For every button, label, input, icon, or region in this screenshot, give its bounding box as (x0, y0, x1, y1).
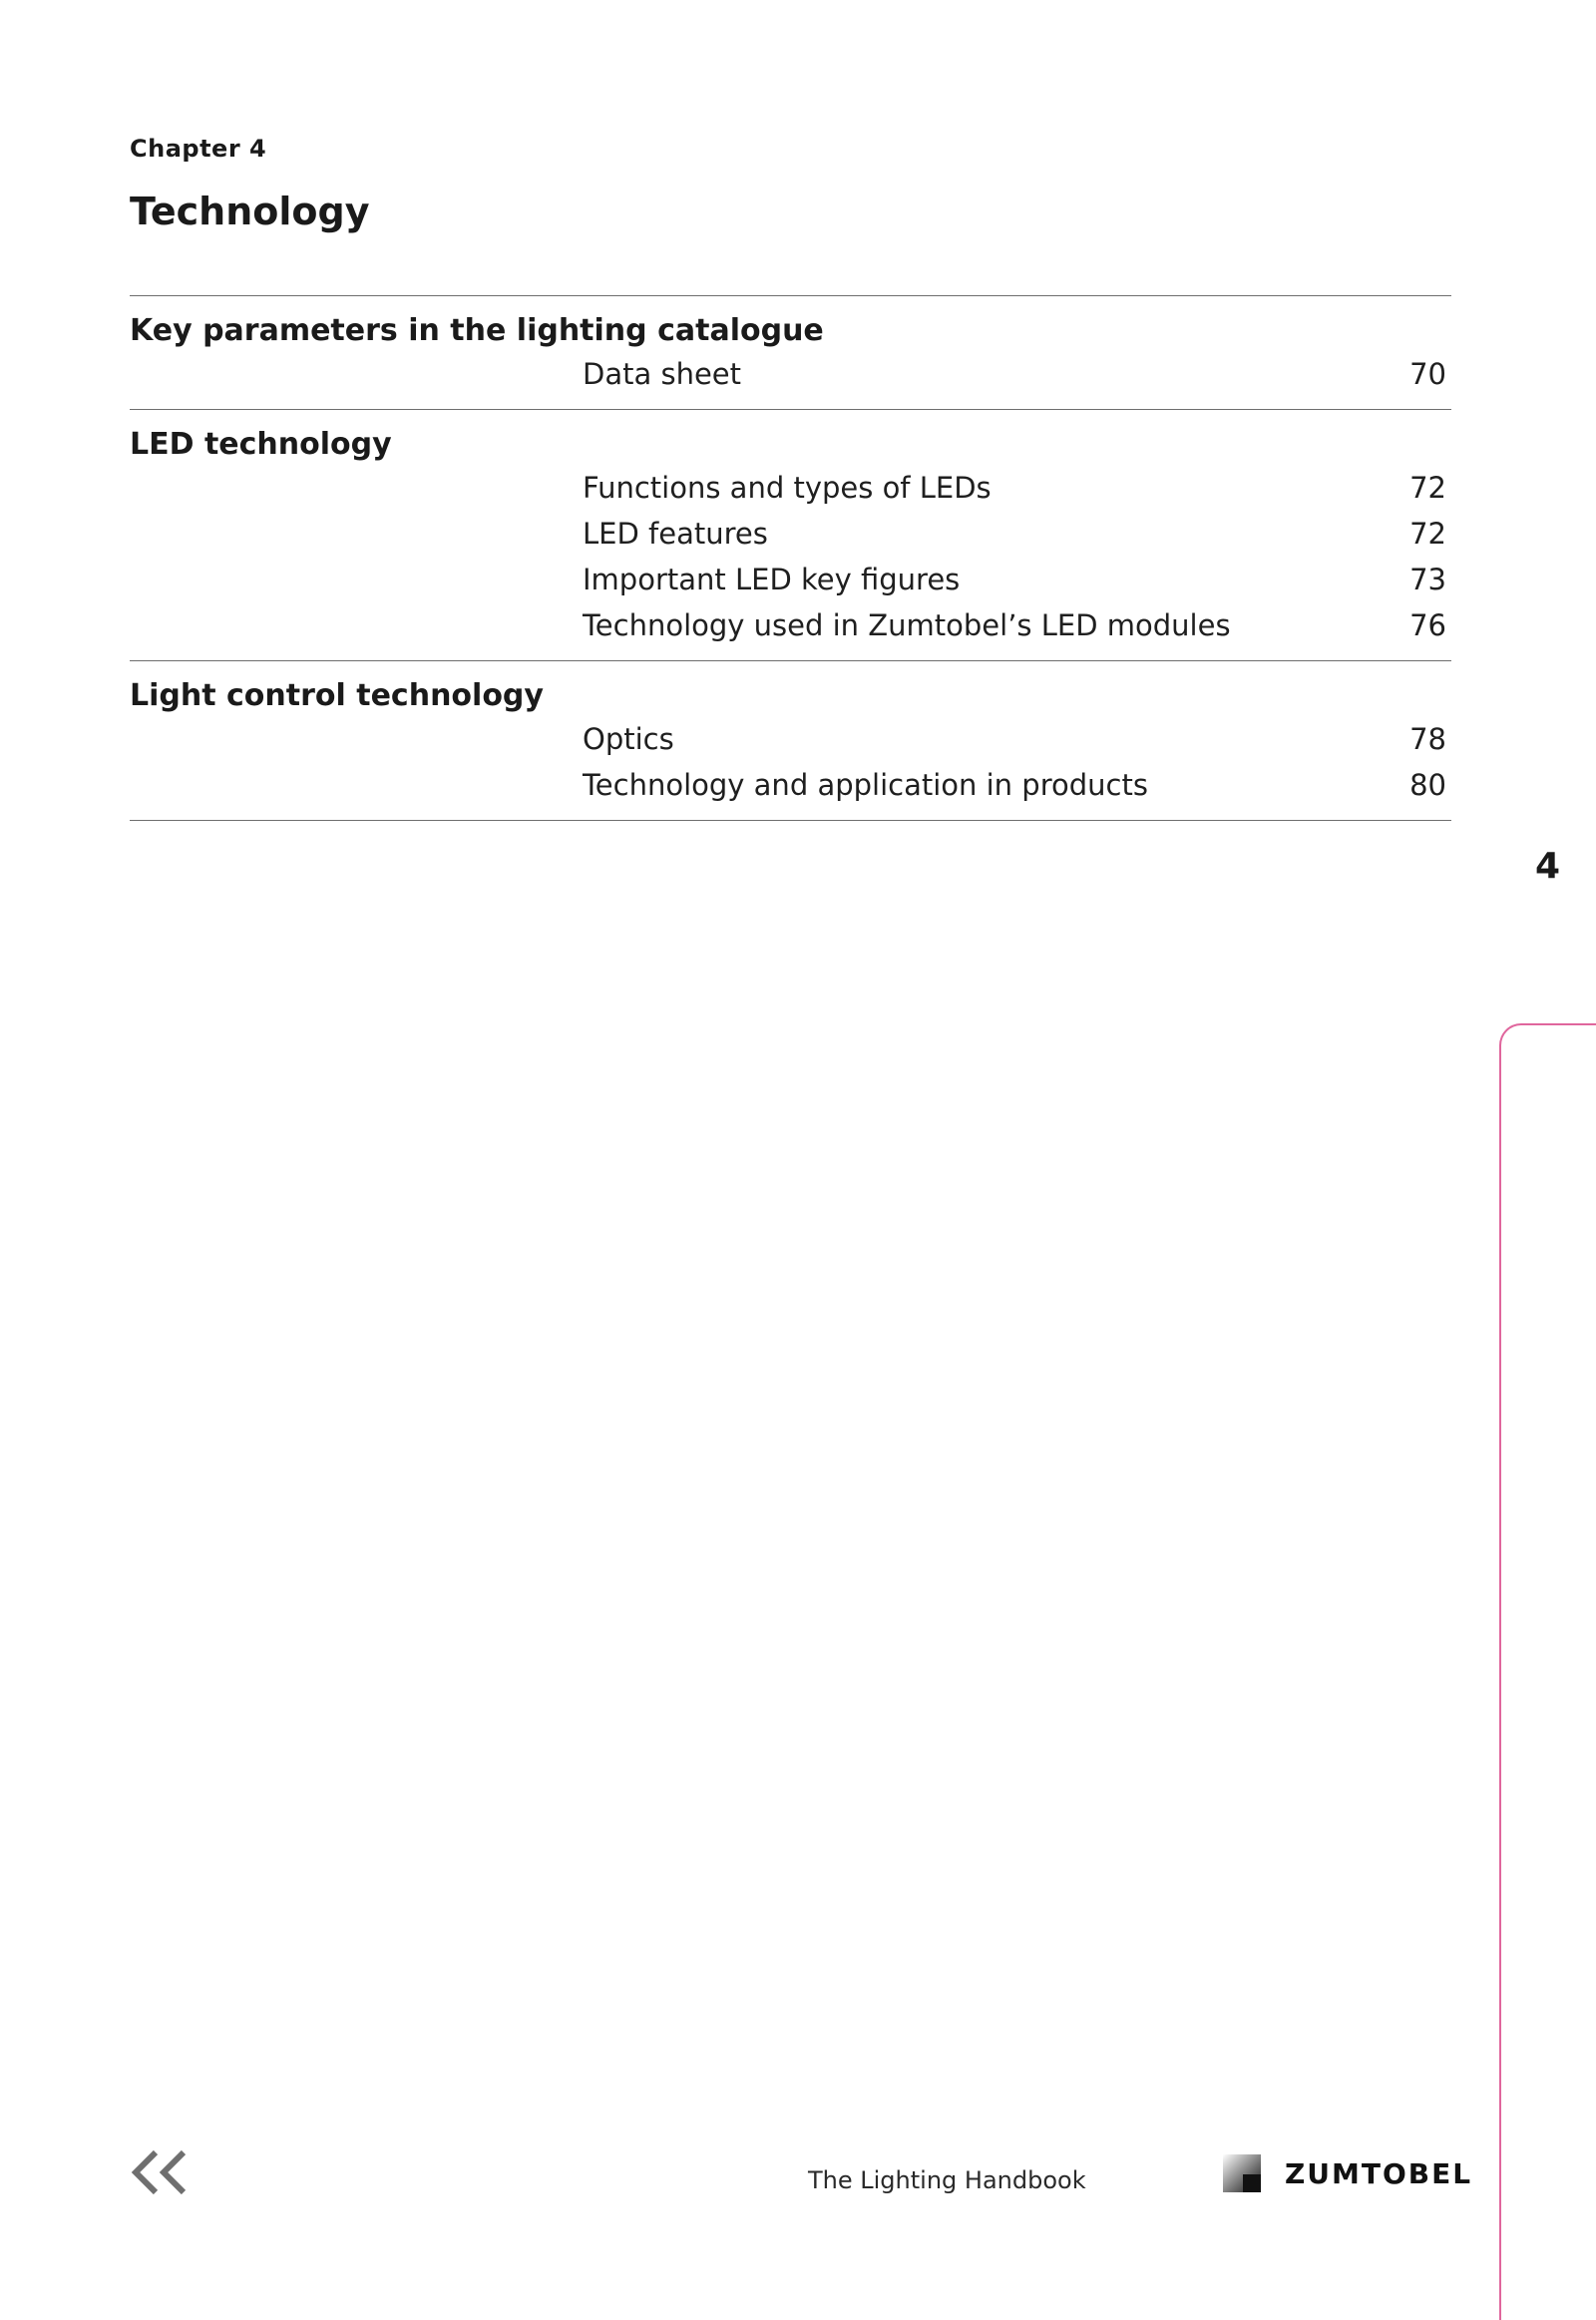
toc-section-title: Light control technology (130, 678, 544, 713)
toc-section (130, 296, 1451, 410)
double-chevron-left-icon (128, 2146, 192, 2198)
toc-entry[interactable] (130, 511, 1451, 557)
toc-entry-label: Technology and application in products (583, 768, 1148, 802)
footer-handbook-title: The Lighting Handbook (808, 2166, 1086, 2194)
brand-logo (1223, 2154, 1472, 2192)
brand-name: ZUMTOBEL (1285, 2156, 1473, 2190)
toc-entry-label: LED features (583, 517, 768, 551)
toc-entry-label: Data sheet (583, 357, 742, 391)
toc-entry-label: Functions and types of LEDs (583, 471, 992, 505)
toc-entry[interactable] (130, 557, 1451, 602)
toc-entry-page: 80 (1409, 768, 1446, 802)
toc-section-title: LED technology (130, 427, 392, 462)
toc-section (130, 410, 1451, 661)
toc-entry-page: 70 (1409, 357, 1446, 391)
chapter-label: Chapter 4 (130, 135, 267, 163)
toc-entry-label: Optics (583, 722, 674, 756)
chapter-title: Technology (130, 190, 370, 233)
toc-entry-page: 76 (1409, 608, 1446, 642)
back-button[interactable] (128, 2146, 192, 2198)
chapter-tab-number[interactable]: 4 (1534, 846, 1560, 887)
toc-section-title: Key parameters in the lighting catalogue (130, 313, 824, 348)
toc-entry[interactable] (130, 716, 1451, 762)
toc-entry-label: Important LED key figures (583, 563, 961, 596)
toc-entry-label: Technology used in Zumtobel’s LED modules (583, 608, 1231, 642)
table-of-contents (130, 295, 1451, 821)
toc-entry[interactable] (130, 465, 1451, 511)
chapter-tab (1499, 1023, 1596, 2320)
toc-entry[interactable] (130, 762, 1451, 808)
toc-entry-page: 72 (1409, 517, 1446, 551)
toc-entry-page: 78 (1409, 722, 1446, 756)
toc-entry-page: 73 (1409, 563, 1446, 596)
toc-entry[interactable] (130, 602, 1451, 648)
toc-entry-page: 72 (1409, 471, 1446, 505)
toc-section (130, 661, 1451, 821)
toc-entry[interactable] (130, 351, 1451, 397)
zumtobel-logo-icon (1223, 2154, 1261, 2192)
